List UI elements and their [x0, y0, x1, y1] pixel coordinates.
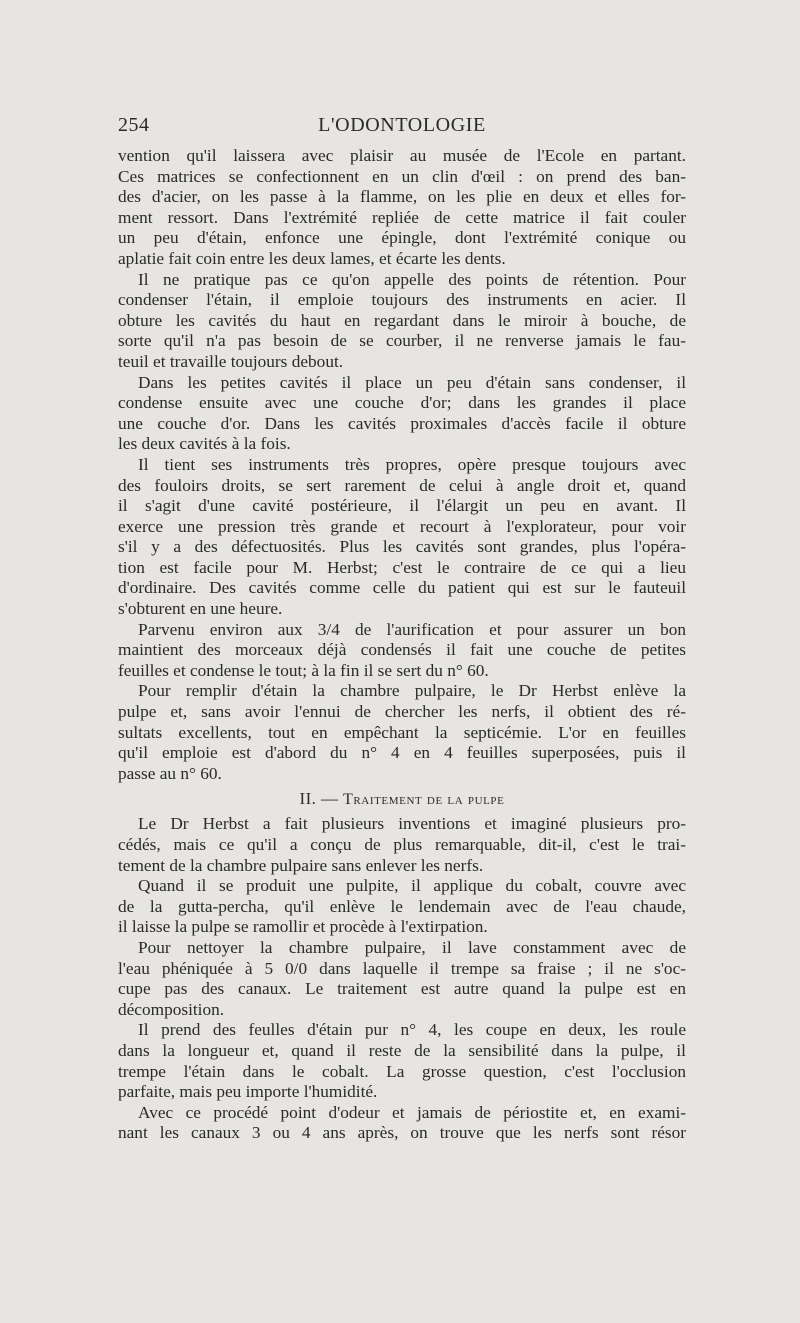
text-line: Pour nettoyer la chambre pulpaire, il lave constamment avec de [138, 937, 686, 957]
text-line: obture les cavités du haut en regardant dans le miroir à bouche, de [118, 310, 686, 330]
running-title: L'ODONTOLOGIE [318, 114, 486, 136]
page-header [118, 114, 686, 140]
text-line: Parvenu environ aux 3/4 de l'aurification et pour assurer un bon [138, 619, 686, 639]
text-line: dans la longueur et, quand il reste de la sensibilité dans la pulpe, il [118, 1040, 686, 1060]
text-line: un peu d'étain, enfonce une épingle, dont l'extrémité conique ou [118, 228, 686, 248]
text-line: condense ensuite avec une couche d'or; dans les grandes il place [118, 393, 686, 413]
text-line: s'obturent en une heure. [118, 599, 283, 619]
text-line: ment ressort. Dans l'extrémité repliée de cette matrice il fait couler [118, 207, 686, 227]
section-number: II. — [299, 789, 343, 809]
page-number: 254 [118, 114, 150, 136]
text-line: des d'acier, on les passe à la flamme, on les plie en deux et elles for- [118, 187, 686, 207]
section-title: Traitement de la pulpe [343, 791, 505, 809]
text-line: Il prend des feulles d'étain pur n° 4, les coupe en deux, les roule [138, 1020, 686, 1040]
section-heading [118, 784, 686, 814]
text-line: feuilles et condense le tout; à la fin il se sert du n° 60. [118, 660, 489, 680]
text-line: il s'agit d'une cavité postérieure, il l'élargit un peu en avant. Il [118, 496, 686, 516]
text-line: Avec ce procédé point d'odeur et jamais de périostite et, en exami- [138, 1102, 686, 1122]
text-line: de la gutta-percha, qu'il enlève le lendemain avec de l'eau chaude, [118, 896, 686, 916]
text-line: cupe pas des canaux. Le traitement est autre quand la pulpe est en [118, 979, 686, 999]
text-line: tement de la chambre pulpaire sans enlever les nerfs. [118, 855, 484, 875]
text-line: teuil et travaille toujours debout. [118, 351, 344, 371]
text-line: pulpe et, sans avoir l'ennui de chercher les nerfs, il obtient des ré- [118, 702, 686, 722]
text-line: il laisse la pulpe se ramollir et procède à l'extirpation. [118, 917, 488, 937]
text-line: une couche d'or. Dans les cavités proximales d'accès facile il obture [118, 413, 686, 433]
text-line: maintient des morceaux déjà condensés il fait une couche de petites [118, 640, 686, 660]
text-line: d'ordinaire. Des cavités comme celle du patient qui est sur le fauteuil [118, 578, 686, 598]
text-line: cédés, mais ce qu'il a conçu de plus remarquable, dit-il, c'est le trai- [118, 835, 686, 854]
text-line: Dans les petites cavités il place un peu d'étain sans condenser, il [138, 372, 686, 392]
text-line: les deux cavités à la fois. [118, 434, 291, 454]
text-line: parfaite, mais peu importe l'humidité. [118, 1082, 378, 1102]
text-line: Quand il se produit une pulpite, il applique du cobalt, couvre avec [138, 876, 686, 896]
text-line: aplatie fait coin entre les deux lames, et écarte les dents. [118, 248, 506, 268]
text-line: des fouloirs droits, se sert rarement de celui à angle droit et, quand [118, 475, 686, 495]
text-line: condenser l'étain, il emploie toujours des instruments en acier. Il [118, 290, 686, 310]
text-line: nant les canaux 3 ou 4 ans après, on trouve que les nerfs sont résor [118, 1123, 686, 1143]
text-line: exerce une pression très grande et recourt à l'explorateur, pour voir [118, 516, 686, 536]
text-line: Le Dr Herbst a fait plusieurs inventions et imaginé plusieurs pro- [138, 814, 686, 834]
text-line: sorte qu'il n'a pas besoin de se courber, il ne renverse jamais le fau- [118, 331, 686, 351]
text-line: tion est facile pour M. Herbst; c'est le contraire de ce qui a lieu [118, 557, 686, 577]
text-line: Il ne pratique pas ce qu'on appelle des points de rétention. Pour [138, 269, 686, 289]
text-line: vention qu'il laissera avec plaisir au musée de l'Ecole en partant. [118, 146, 686, 165]
text-line: trempe l'étain dans le cobalt. La grosse question, c'est l'occlusion [118, 1061, 686, 1081]
text-line: qu'il emploie est d'abord du n° 4 en 4 feuilles superposées, puis il [118, 743, 686, 763]
text-line: Il tient ses instruments très propres, opère presque toujours avec [138, 454, 686, 474]
text-line: s'il y a des défectuosités. Plus les cavités sont grandes, plus l'opéra- [118, 537, 686, 557]
body-text [118, 146, 686, 1144]
text-line: Ces matrices se confectionnent en un clin d'œil : on prend des ban- [118, 166, 686, 186]
text-line: l'eau phéniquée à 5 0/0 dans laquelle il trempe sa fraise ; il ne s'oc- [118, 958, 686, 978]
text-line: passe au n° 60. [118, 763, 222, 783]
text-line: décomposition. [118, 999, 225, 1019]
text-line: sultats excellents, tout en empêchant la septicémie. L'or en feuilles [118, 722, 686, 742]
text-line: Pour remplir d'étain la chambre pulpaire, le Dr Herbst enlève la [138, 681, 686, 701]
